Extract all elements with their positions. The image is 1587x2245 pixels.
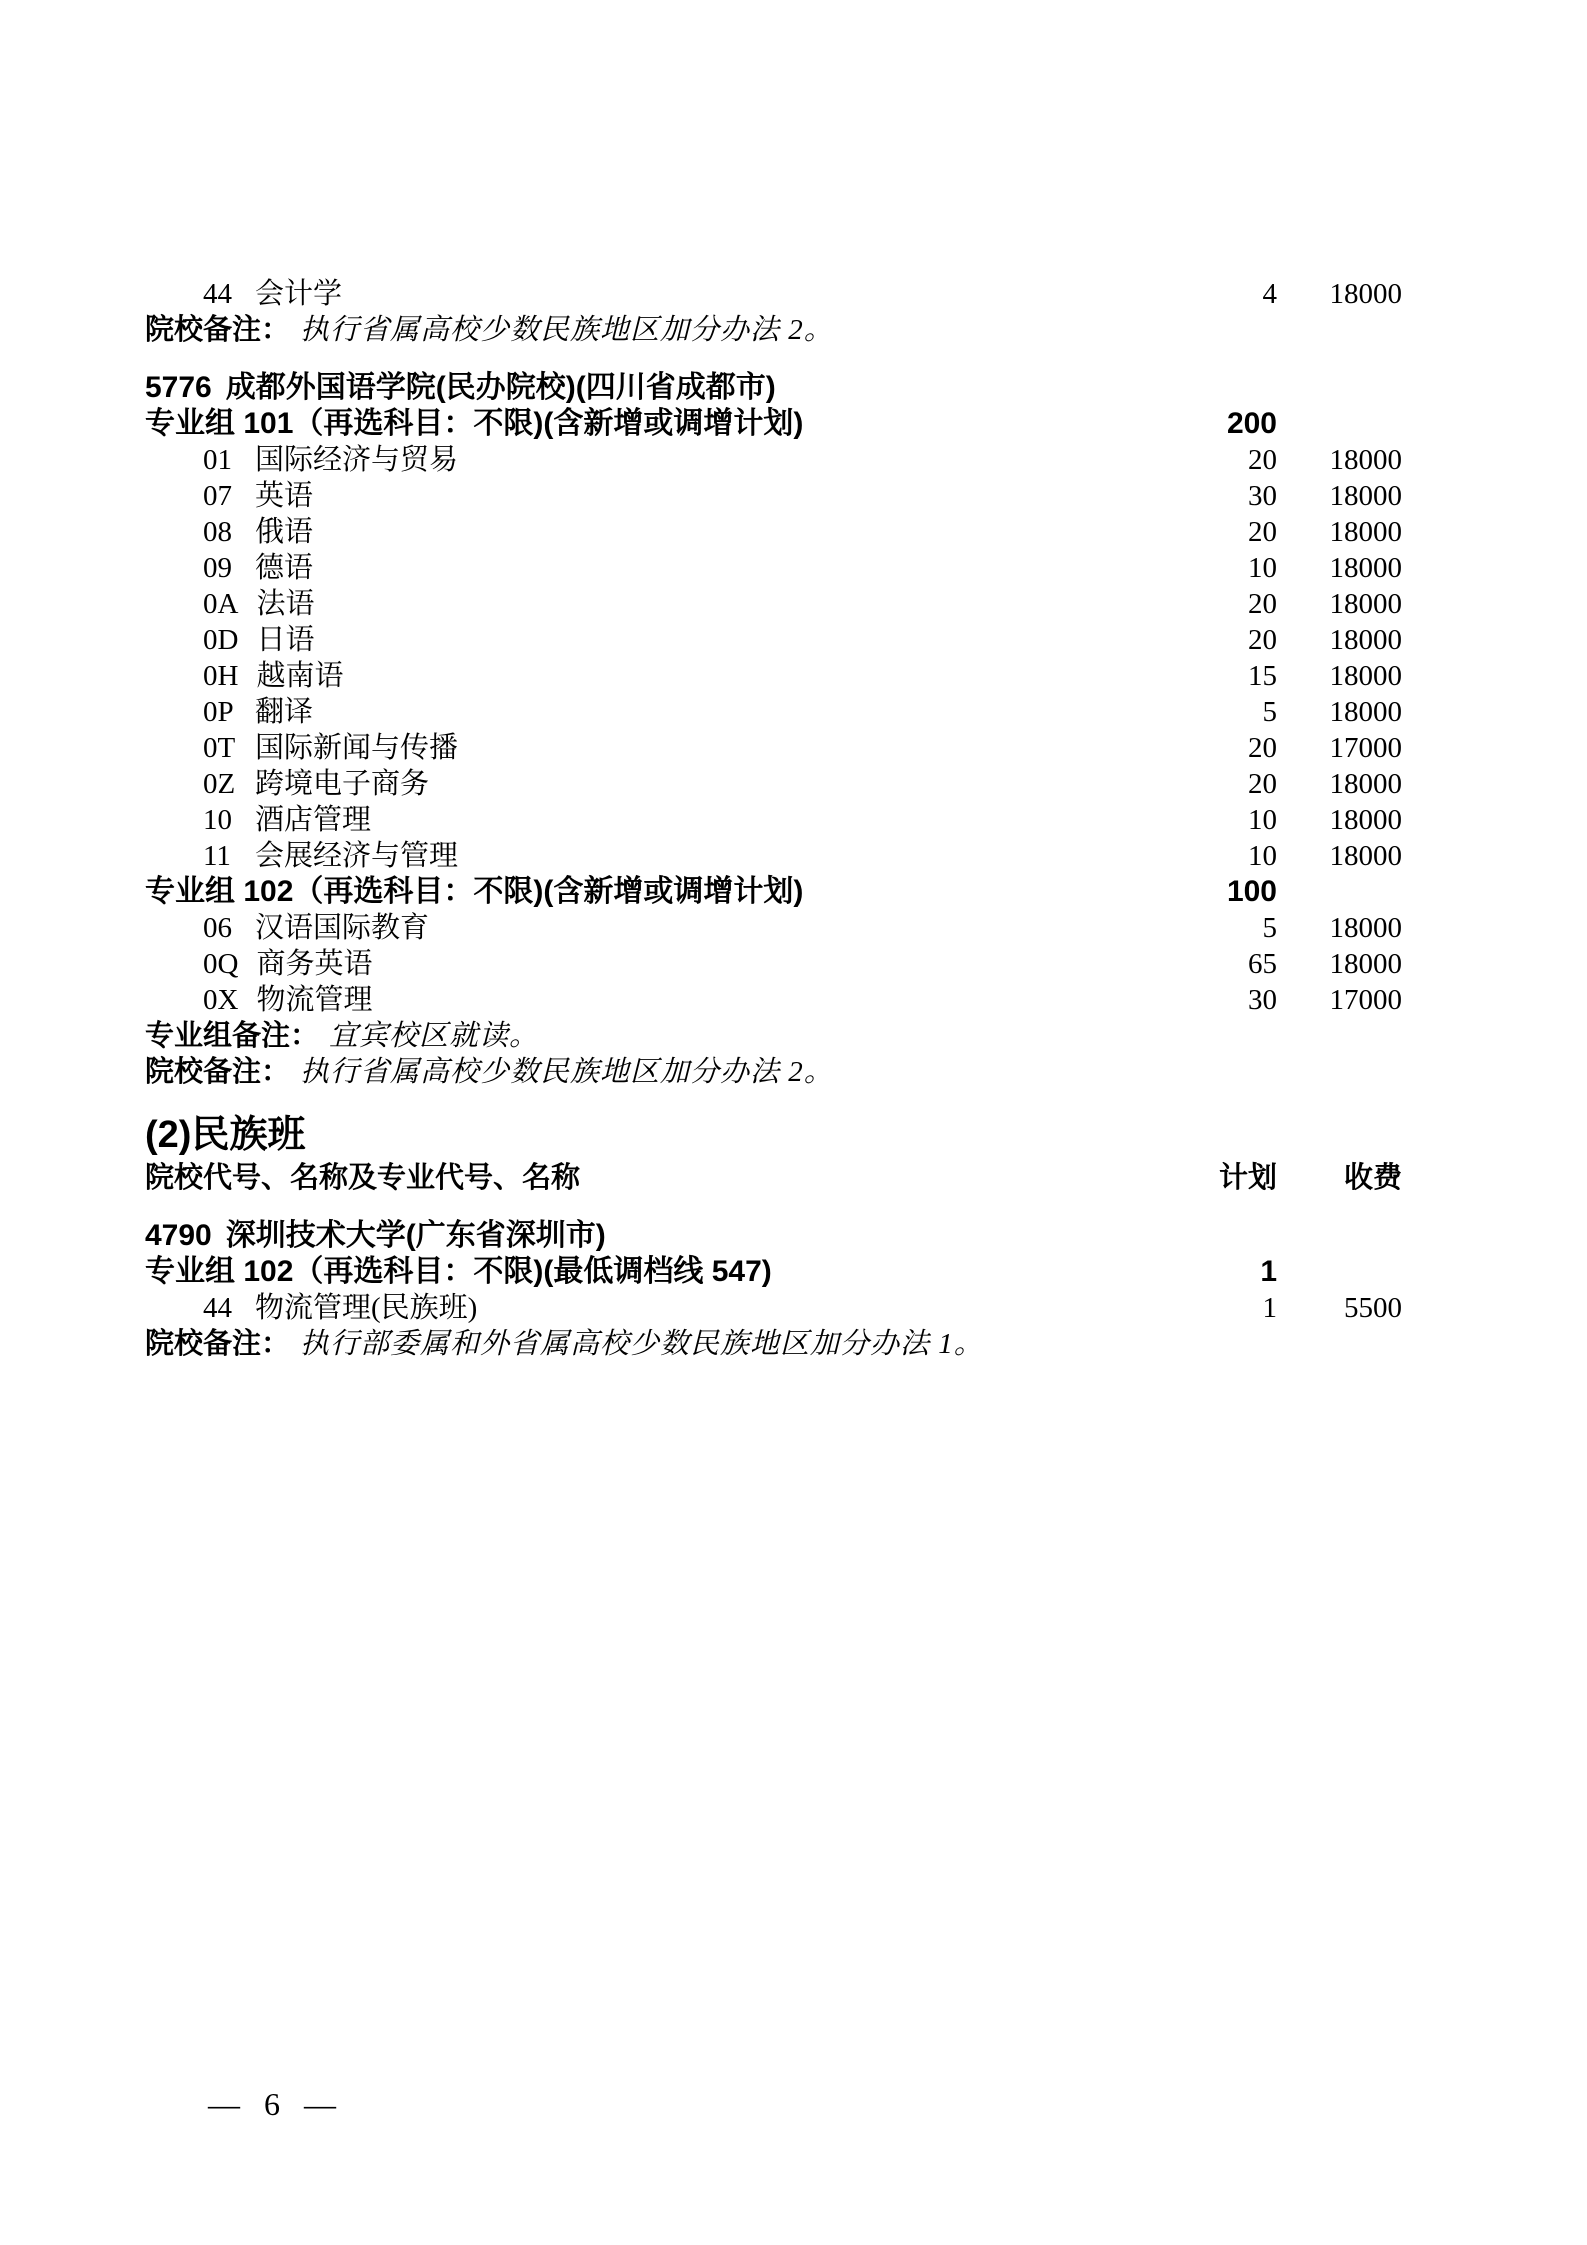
plan-count: 20: [1248, 588, 1277, 620]
fee-amount: 18000: [1329, 278, 1402, 310]
fee-amount: 18000: [1329, 552, 1402, 584]
major-name-cell: [145, 838, 1127, 874]
plan-count: 30: [1248, 480, 1277, 512]
plan-count: 20: [1248, 444, 1277, 476]
major-group-row: [145, 406, 1402, 442]
major-name: 会展经济与管理: [255, 840, 459, 872]
major-name: 国际新闻与传播: [255, 732, 459, 764]
major-row: [145, 442, 1402, 478]
fee-amount: 18000: [1329, 480, 1402, 512]
major-row: [145, 802, 1402, 838]
major-name: 英语: [255, 480, 314, 512]
major-name-cell: [145, 550, 1127, 586]
school-name-cell: [145, 1218, 1402, 1254]
major-code: 0Z: [203, 768, 236, 800]
major-group-row: [145, 1254, 1402, 1290]
fee-amount: 18000: [1329, 444, 1402, 476]
major-name: 越南语: [256, 660, 344, 692]
major-name-cell: [145, 586, 1127, 622]
school-row: [145, 1218, 1402, 1254]
major-code: 01: [203, 444, 232, 476]
note-text: 执行省属高校少数民族地区加分办法 2。: [300, 1056, 834, 1088]
note-cell: [145, 312, 1402, 348]
note-cell: [145, 1326, 1402, 1362]
note-label: 院校备注：: [145, 1328, 291, 1360]
group-title: 专业组 102（再选科目：不限)(含新增或调增计划): [145, 875, 804, 908]
major-name-cell: [145, 766, 1127, 802]
major-name-cell: [145, 478, 1127, 514]
major-code: 0P: [203, 696, 234, 728]
major-name: 俄语: [255, 516, 314, 548]
major-name: 汉语国际教育: [255, 912, 430, 944]
major-code: 06: [203, 912, 232, 944]
plan-count: 10: [1248, 552, 1277, 584]
major-name: 物流管理: [256, 984, 373, 1016]
major-code: 0H: [203, 660, 239, 692]
plan-count: 20: [1248, 768, 1277, 800]
fee-amount: 18000: [1329, 912, 1402, 944]
plan-table: [145, 276, 1402, 1362]
major-code: 07: [203, 480, 232, 512]
major-code: 10: [203, 804, 232, 836]
fee-amount: 18000: [1329, 804, 1402, 836]
major-row: [145, 586, 1402, 622]
note-text: 执行省属高校少数民族地区加分办法 2。: [300, 314, 834, 346]
fee-amount: 18000: [1329, 948, 1402, 980]
plan-count: 4: [1262, 278, 1277, 310]
note-cell: [145, 1054, 1402, 1090]
major-name-cell: [145, 694, 1127, 730]
major-name-cell: [145, 622, 1127, 658]
plan-count: 20: [1248, 732, 1277, 764]
major-row: [145, 478, 1402, 514]
major-name-cell: [145, 802, 1127, 838]
plan-count: 15: [1248, 660, 1277, 692]
column-name-header: 院校代号、名称及专业代号、名称: [145, 1162, 581, 1194]
fee-amount: 18000: [1329, 624, 1402, 656]
fee-amount: 18000: [1329, 660, 1402, 692]
major-name: 商务英语: [256, 948, 373, 980]
major-row: [145, 550, 1402, 586]
section-title: (2)民族班: [145, 1114, 306, 1156]
column-fee-header: 收费: [1343, 1162, 1402, 1194]
major-row: [145, 766, 1402, 802]
major-row: [145, 694, 1402, 730]
plan-count: 20: [1248, 624, 1277, 656]
major-row: [145, 1290, 1402, 1326]
major-row: [145, 838, 1402, 874]
plan-count: 5: [1262, 912, 1277, 944]
plan-count: 65: [1248, 948, 1277, 980]
major-name: 跨境电子商务: [255, 768, 430, 800]
major-name-cell: [145, 658, 1127, 694]
note-label: 院校备注：: [145, 314, 291, 346]
school-name: 成都外国语学院(民办院校)(四川省成都市): [225, 371, 776, 404]
major-name: 国际经济与贸易: [255, 444, 459, 476]
major-row: [145, 730, 1402, 766]
group-title: 专业组 102（再选科目：不限)(最低调档线 547): [145, 1255, 772, 1288]
major-name: 日语: [256, 624, 315, 656]
major-row: [145, 946, 1402, 982]
major-name: 会计学: [255, 278, 343, 310]
major-name-cell: [145, 276, 1127, 312]
major-code: 44: [203, 1292, 232, 1324]
major-code: 0T: [203, 732, 236, 764]
fee-amount: 18000: [1329, 588, 1402, 620]
plan-count: 30: [1248, 984, 1277, 1016]
fee-amount: 18000: [1329, 696, 1402, 728]
major-row: [145, 514, 1402, 550]
plan-count: 10: [1248, 804, 1277, 836]
major-code: 0Q: [203, 948, 239, 980]
school-code: 5776: [145, 371, 212, 404]
note-row: [145, 1054, 1402, 1090]
major-code: 11: [203, 840, 231, 872]
school-row: [145, 370, 1402, 406]
note-cell: [145, 1018, 1402, 1054]
page-number: — 6 —: [208, 2086, 336, 2122]
major-row: [145, 276, 1402, 312]
major-name: 德语: [255, 552, 314, 584]
major-code: 0D: [203, 624, 239, 656]
major-row: [145, 910, 1402, 946]
fee-amount: 18000: [1329, 516, 1402, 548]
group-plan-count: 1: [1260, 1255, 1277, 1288]
major-code: 08: [203, 516, 232, 548]
note-row: [145, 1018, 1402, 1054]
major-name-cell: [145, 946, 1127, 982]
major-name: 酒店管理: [255, 804, 372, 836]
note-text: 执行部委属和外省属高校少数民族地区加分办法 1。: [300, 1328, 984, 1360]
major-row: [145, 982, 1402, 1018]
major-name-cell: [145, 442, 1127, 478]
group-title: 专业组 101（再选科目：不限)(含新增或调增计划): [145, 407, 804, 440]
major-code: 44: [203, 278, 232, 310]
major-name-cell: [145, 910, 1127, 946]
major-row: [145, 658, 1402, 694]
major-name: 物流管理(民族班): [255, 1292, 478, 1324]
plan-count: 1: [1262, 1292, 1277, 1324]
fee-amount: 18000: [1329, 840, 1402, 872]
note-row: [145, 1326, 1402, 1362]
school-name: 深圳技术大学(广东省深圳市): [225, 1219, 606, 1252]
note-label: 院校备注：: [145, 1056, 291, 1088]
major-group-row: [145, 874, 1402, 910]
major-code: 09: [203, 552, 232, 584]
major-name: 翻译: [255, 696, 314, 728]
school-name-cell: [145, 370, 1402, 406]
fee-amount: 17000: [1329, 984, 1402, 1016]
group-plan-count: 200: [1226, 407, 1277, 440]
note-label: 专业组备注：: [145, 1020, 320, 1052]
major-name-cell: [145, 730, 1127, 766]
fee-amount: 17000: [1329, 732, 1402, 764]
major-code: 0X: [203, 984, 239, 1016]
school-code: 4790: [145, 1219, 212, 1252]
note-text: 宜宾校区就读。: [329, 1020, 540, 1052]
group-plan-count: 100: [1226, 875, 1277, 908]
major-name-cell: [145, 514, 1127, 550]
major-name-cell: [145, 1290, 1127, 1326]
fee-amount: 5500: [1344, 1292, 1402, 1324]
table-header-row: [145, 1160, 1402, 1196]
plan-count: 10: [1248, 840, 1277, 872]
major-name: 法语: [256, 588, 315, 620]
fee-amount: 18000: [1329, 768, 1402, 800]
plan-count: 20: [1248, 516, 1277, 548]
major-code: 0A: [203, 588, 239, 620]
column-plan-header: 计划: [1218, 1162, 1277, 1194]
major-row: [145, 622, 1402, 658]
plan-count: 5: [1262, 696, 1277, 728]
note-row: [145, 312, 1402, 348]
major-name-cell: [145, 982, 1127, 1018]
